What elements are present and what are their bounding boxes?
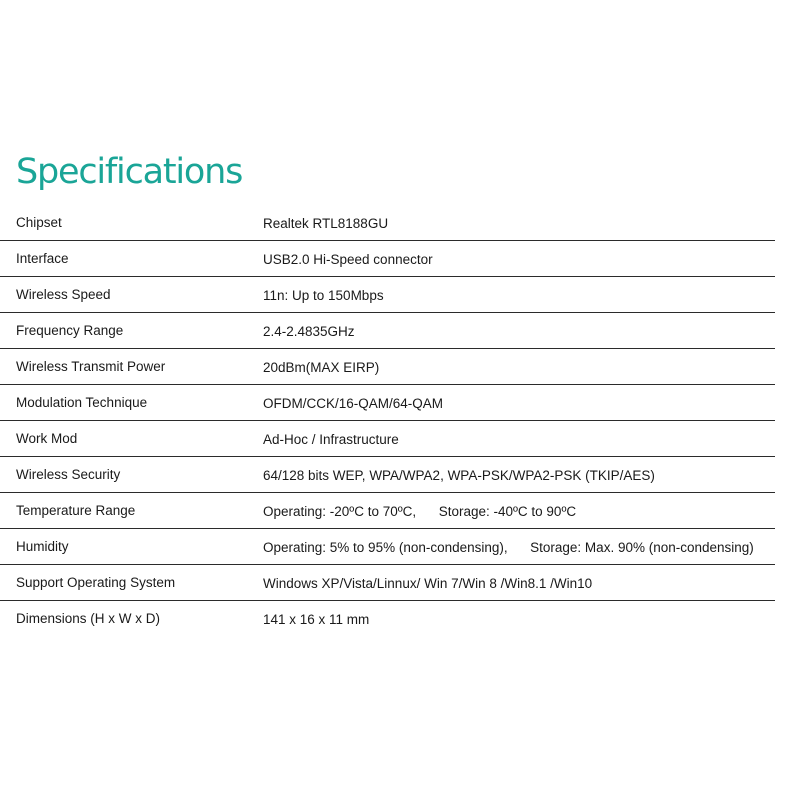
spec-row-interface <box>0 241 775 277</box>
spec-label: Dimensions (H x W x D) <box>16 611 161 626</box>
spec-label: Chipset <box>16 215 62 230</box>
spec-value: USB2.0 Hi-Speed connector <box>263 252 433 267</box>
spec-value: 20dBm(MAX EIRP) <box>263 360 380 375</box>
spec-label: Temperature Range <box>16 503 136 518</box>
spec-row-dimensions <box>0 601 775 637</box>
spec-row-work-mod <box>0 421 775 457</box>
spec-value: 64/128 bits WEP, WPA/WPA2, WPA-PSK/WPA2-PSK (TKIP/AES) <box>263 468 655 483</box>
spec-label: Frequency Range <box>16 323 124 338</box>
spec-value: Windows XP/Vista/Linnux/ Win 7/Win 8 /Win8.1 /Win10 <box>263 576 593 591</box>
spec-row-modulation <box>0 385 775 421</box>
spec-label: Support Operating System <box>16 575 176 590</box>
spec-row-temperature-range <box>0 493 775 529</box>
spec-label: Wireless Security <box>16 467 121 482</box>
spec-label: Humidity <box>16 539 69 554</box>
spec-value: Operating: 5% to 95% (non-condensing), Storage: Max. 90% (non-condensing) <box>263 540 754 555</box>
spec-value: 141 x 16 x 11 mm <box>263 612 370 627</box>
spec-value: OFDM/CCK/16-QAM/64-QAM <box>263 396 444 411</box>
spec-row-frequency-range <box>0 313 775 349</box>
spec-value: Ad-Hoc / Infrastructure <box>263 432 399 447</box>
spec-row-wireless-speed <box>0 277 775 313</box>
spec-table <box>0 205 775 637</box>
spec-value: Operating: -20ºC to 70ºC, Storage: -40ºC to 90ºC <box>263 504 577 519</box>
spec-label: Interface <box>16 251 69 266</box>
page-title: Specifications <box>16 152 243 192</box>
spec-label: Work Mod <box>16 431 78 446</box>
spec-value: 2.4-2.4835GHz <box>263 324 355 339</box>
spec-row-operating-system <box>0 565 775 601</box>
spec-label: Modulation Technique <box>16 395 148 410</box>
spec-value: Realtek RTL8188GU <box>263 216 389 231</box>
spec-label: Wireless Speed <box>16 287 111 302</box>
spec-row-chipset <box>0 205 775 241</box>
spec-row-humidity <box>0 529 775 565</box>
spec-row-wireless-security <box>0 457 775 493</box>
spec-label: Wireless Transmit Power <box>16 359 166 374</box>
spec-value: 11n: Up to 150Mbps <box>263 288 384 303</box>
spec-row-transmit-power <box>0 349 775 385</box>
